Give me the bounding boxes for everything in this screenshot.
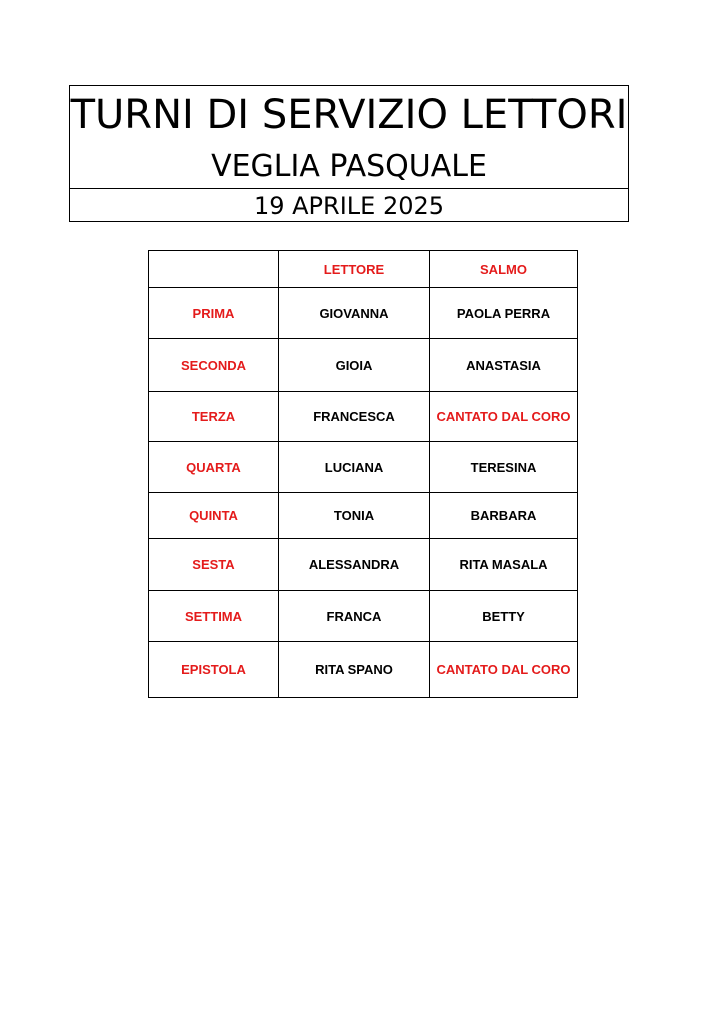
salmo-cell: BARBARA <box>430 493 578 539</box>
lettore-cell: GIOIA <box>279 339 430 392</box>
lettore-cell: GIOVANNA <box>279 288 430 339</box>
reading-label: SESTA <box>149 539 279 591</box>
reading-label: QUARTA <box>149 442 279 493</box>
table-row <box>149 539 578 591</box>
lettore-cell: TONIA <box>279 493 430 539</box>
table-row <box>149 442 578 493</box>
reading-label: SETTIMA <box>149 591 279 642</box>
page-title: TURNI DI SERVIZIO LETTORI <box>70 92 628 138</box>
table-row <box>149 591 578 642</box>
page-subtitle: VEGLIA PASQUALE <box>211 148 487 184</box>
salmo-cell: CANTATO DAL CORO <box>430 392 578 442</box>
reading-label: EPISTOLA <box>149 642 279 698</box>
lettore-cell: ALESSANDRA <box>279 539 430 591</box>
lettore-cell: FRANCA <box>279 591 430 642</box>
reading-label: SECONDA <box>149 339 279 392</box>
header-box <box>69 85 629 222</box>
salmo-cell: PAOLA PERRA <box>430 288 578 339</box>
reading-label: PRIMA <box>149 288 279 339</box>
header-cell-empty <box>149 251 279 288</box>
reading-label: TERZA <box>149 392 279 442</box>
table-row <box>149 339 578 392</box>
reading-label: QUINTA <box>149 493 279 539</box>
salmo-cell: CANTATO DAL CORO <box>430 642 578 698</box>
lettore-cell: RITA SPANO <box>279 642 430 698</box>
salmo-cell: BETTY <box>430 591 578 642</box>
table-row <box>149 642 578 698</box>
salmo-cell: TERESINA <box>430 442 578 493</box>
table-header-row <box>149 251 578 288</box>
table-row <box>149 392 578 442</box>
salmo-cell: ANASTASIA <box>430 339 578 392</box>
header-cell-salmo: SALMO <box>430 251 578 288</box>
lettore-cell: LUCIANA <box>279 442 430 493</box>
lettore-cell: FRANCESCA <box>279 392 430 442</box>
header-cell-lettore: LETTORE <box>279 251 430 288</box>
event-date: 19 APRILE 2025 <box>253 191 445 220</box>
table-row <box>149 493 578 539</box>
salmo-cell: RITA MASALA <box>430 539 578 591</box>
table-row <box>149 288 578 339</box>
schedule-table <box>148 250 578 698</box>
